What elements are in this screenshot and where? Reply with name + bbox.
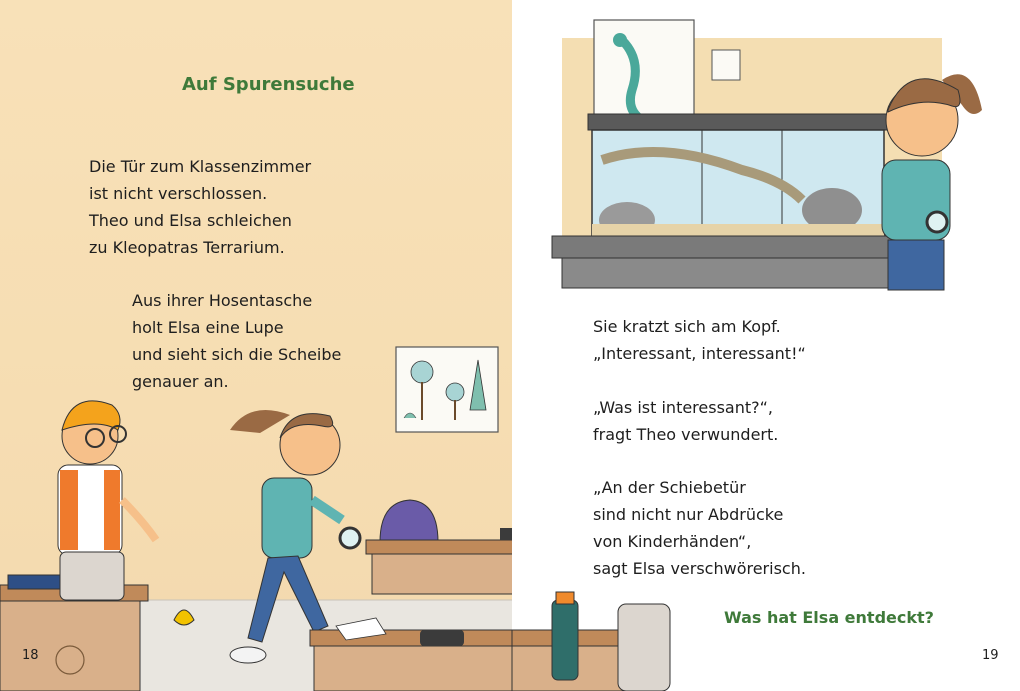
question-prompt: Was hat Elsa entdeckt? [724,608,934,627]
tree-poster-icon [396,347,498,432]
page-title: Auf Spurensuche [182,74,355,95]
page-number: 18 [22,648,39,663]
boy-character [58,401,156,555]
story-paragraph: Die Tür zum Klassenzimmer ist nicht verschlossen. Theo und Elsa schleichen zu Kleopatras Terrarium. [89,157,312,257]
backpack-icon [380,500,438,542]
page-number: 19 [982,648,999,663]
story-paragraph: „An der Schiebetür sind nicht nur Abdrücke von Kinderhänden“, sagt Elsa verschwörerisch. [593,478,806,578]
story-paragraph: Aus ihrer Hosentasche holt Elsa eine Lupe und sieht sich die Scheibe genauer an. [132,291,342,391]
story-paragraph: „Was ist interessant?“, fragt Theo verwundert. [593,398,779,444]
water-bottle-icon [552,592,578,680]
story-paragraph: Sie kratzt sich am Kopf. „Interessant, interessant!“ [593,317,806,363]
terrarium-illustration [542,10,982,300]
classroom-continuation [512,590,692,691]
terrarium-icon [588,114,888,240]
girl-thinking-character [882,74,982,290]
right-page [512,0,1020,691]
